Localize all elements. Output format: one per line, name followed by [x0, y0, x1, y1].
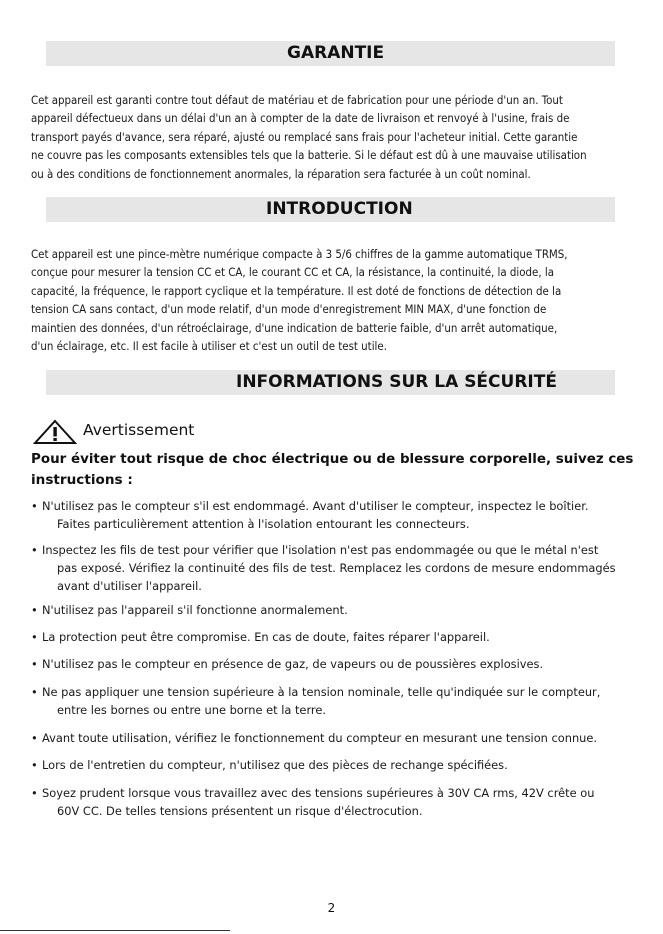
bullet-line: Avant toute utilisation, vérifiez le fonctionnement du compteur en mesurant une tension connue.	[42, 731, 598, 745]
lead-line: Pour éviter tout risque de choc électrique ou de blessure corporelle, suivez ces	[31, 451, 634, 467]
safety-bullet-9	[31, 784, 631, 820]
safety-bullet-5	[31, 655, 631, 673]
bullet-marker: •	[31, 499, 38, 513]
paragraph-line: appareil défectueux dans un délai d'un an à compter de la date de livraison et renvoyé à l'usine, frais de	[31, 111, 570, 126]
bullet-line: N'utilisez pas le compteur en présence de gaz, de vapeurs ou de poussières explosives.	[42, 657, 544, 671]
introduction-paragraph	[31, 245, 631, 355]
bullet-line: Ne pas appliquer une tension supérieure à la tension nominale, telle qu'indiquée sur le compteur,	[42, 685, 601, 699]
section-banner-garantie	[46, 41, 615, 66]
bullet-line: pas exposé. Vérifiez la continuité des fils de test. Remplacez les cordons de mesure endommagés	[57, 561, 616, 575]
paragraph-line: tension CA sans contact, d'un mode relatif, d'un mode d'enregistrement MIN MAX, d'une fonction de	[31, 302, 547, 317]
bullet-marker: •	[31, 786, 38, 800]
paragraph-line: ou à des conditions de fonctionnement anormales, la réparation sera facturée à un coût nominal.	[31, 166, 531, 181]
bullet-line: La protection peut être compromise. En cas de doute, faites réparer l'appareil.	[42, 630, 490, 644]
paragraph-line: capacité, la fréquence, le rapport cyclique et la température. Il est doté de fonctions de détection de la	[31, 283, 562, 298]
section-title-garantie: GARANTIE	[287, 43, 385, 63]
footer-rule	[0, 930, 230, 931]
safety-bullet-2	[31, 541, 631, 595]
safety-bullet-3	[31, 601, 631, 619]
garantie-paragraph	[31, 91, 631, 183]
safety-bullet-8	[31, 756, 631, 774]
bullet-line: Soyez prudent lorsque vous travaillez avec des tensions supérieures à 30V CA rms, 42V crête ou	[42, 786, 595, 800]
bullet-marker: •	[31, 731, 38, 745]
warning-triangle-icon	[33, 419, 77, 445]
section-banner-introduction	[46, 197, 615, 222]
lead-line: instructions :	[31, 472, 133, 488]
paragraph-line: transport payés d'avance, sera réparé, ajusté ou remplacé sans frais pour l'acheteur initial. Cette garantie	[31, 129, 578, 144]
paragraph-line: d'un éclairage, etc. Il est facile à utiliser et c'est un outil de test utile.	[31, 339, 387, 354]
bullet-line: entre les bornes ou entre une borne et la terre.	[57, 703, 326, 717]
section-banner-securite	[46, 370, 615, 395]
bullet-line: 60V CC. De telles tensions présentent un risque d'électrocution.	[57, 804, 423, 818]
safety-bullet-7	[31, 729, 631, 747]
bullet-line: Inspectez les fils de test pour vérifier que l'isolation n'est pas endommagée ou que le métal n'est	[42, 543, 599, 557]
paragraph-line: ne couvre pas les composants extensibles tels que la batterie. Si le défaut est dû à une mauvaise utilisation	[31, 148, 587, 163]
warning-triangle-graphic	[33, 419, 77, 445]
bullet-marker: •	[31, 657, 38, 671]
paragraph-line: conçue pour mesurer la tension CC et CA, le courant CC et CA, la résistance, la continuité, la diode, la	[31, 265, 554, 280]
section-title-introduction: INTRODUCTION	[266, 199, 413, 219]
safety-bullet-6	[31, 683, 631, 719]
page-number: 2	[327, 901, 336, 915]
bullet-marker: •	[31, 543, 38, 557]
bullet-marker: •	[31, 685, 38, 699]
bullet-line: Lors de l'entretien du compteur, n'utilisez que des pièces de rechange spécifiées.	[42, 758, 508, 772]
bullet-line: Faites particulièrement attention à l'isolation entourant les connecteurs.	[57, 517, 470, 531]
paragraph-line: maintien des données, d'un rétroéclairage, d'une indication de batterie faible, d'un arrêt automatique,	[31, 320, 558, 335]
bullet-marker: •	[31, 758, 38, 772]
safety-bullet-1	[31, 497, 631, 533]
warning-label: Avertissement	[83, 421, 195, 439]
safety-lead-text	[31, 449, 634, 491]
bullet-line: N'utilisez pas le compteur s'il est endommagé. Avant d'utiliser le compteur, inspectez le boîtier.	[42, 499, 589, 513]
section-title-securite: INFORMATIONS SUR LA SÉCURITÉ	[236, 372, 557, 392]
paragraph-line: Cet appareil est une pince-mètre numérique compacte à 3 5/6 chiffres de la gamme automatique TRMS,	[31, 247, 568, 261]
bullet-marker: •	[31, 603, 38, 617]
paragraph-line: Cet appareil est garanti contre tout défaut de matériau et de fabrication pour une période d'un an. Tout	[31, 93, 563, 107]
bullet-line: N'utilisez pas l'appareil s'il fonctionne anormalement.	[42, 603, 348, 617]
bullet-marker: •	[31, 630, 38, 644]
safety-bullet-4	[31, 628, 631, 646]
bullet-line: avant d'utiliser l'appareil.	[57, 579, 202, 593]
